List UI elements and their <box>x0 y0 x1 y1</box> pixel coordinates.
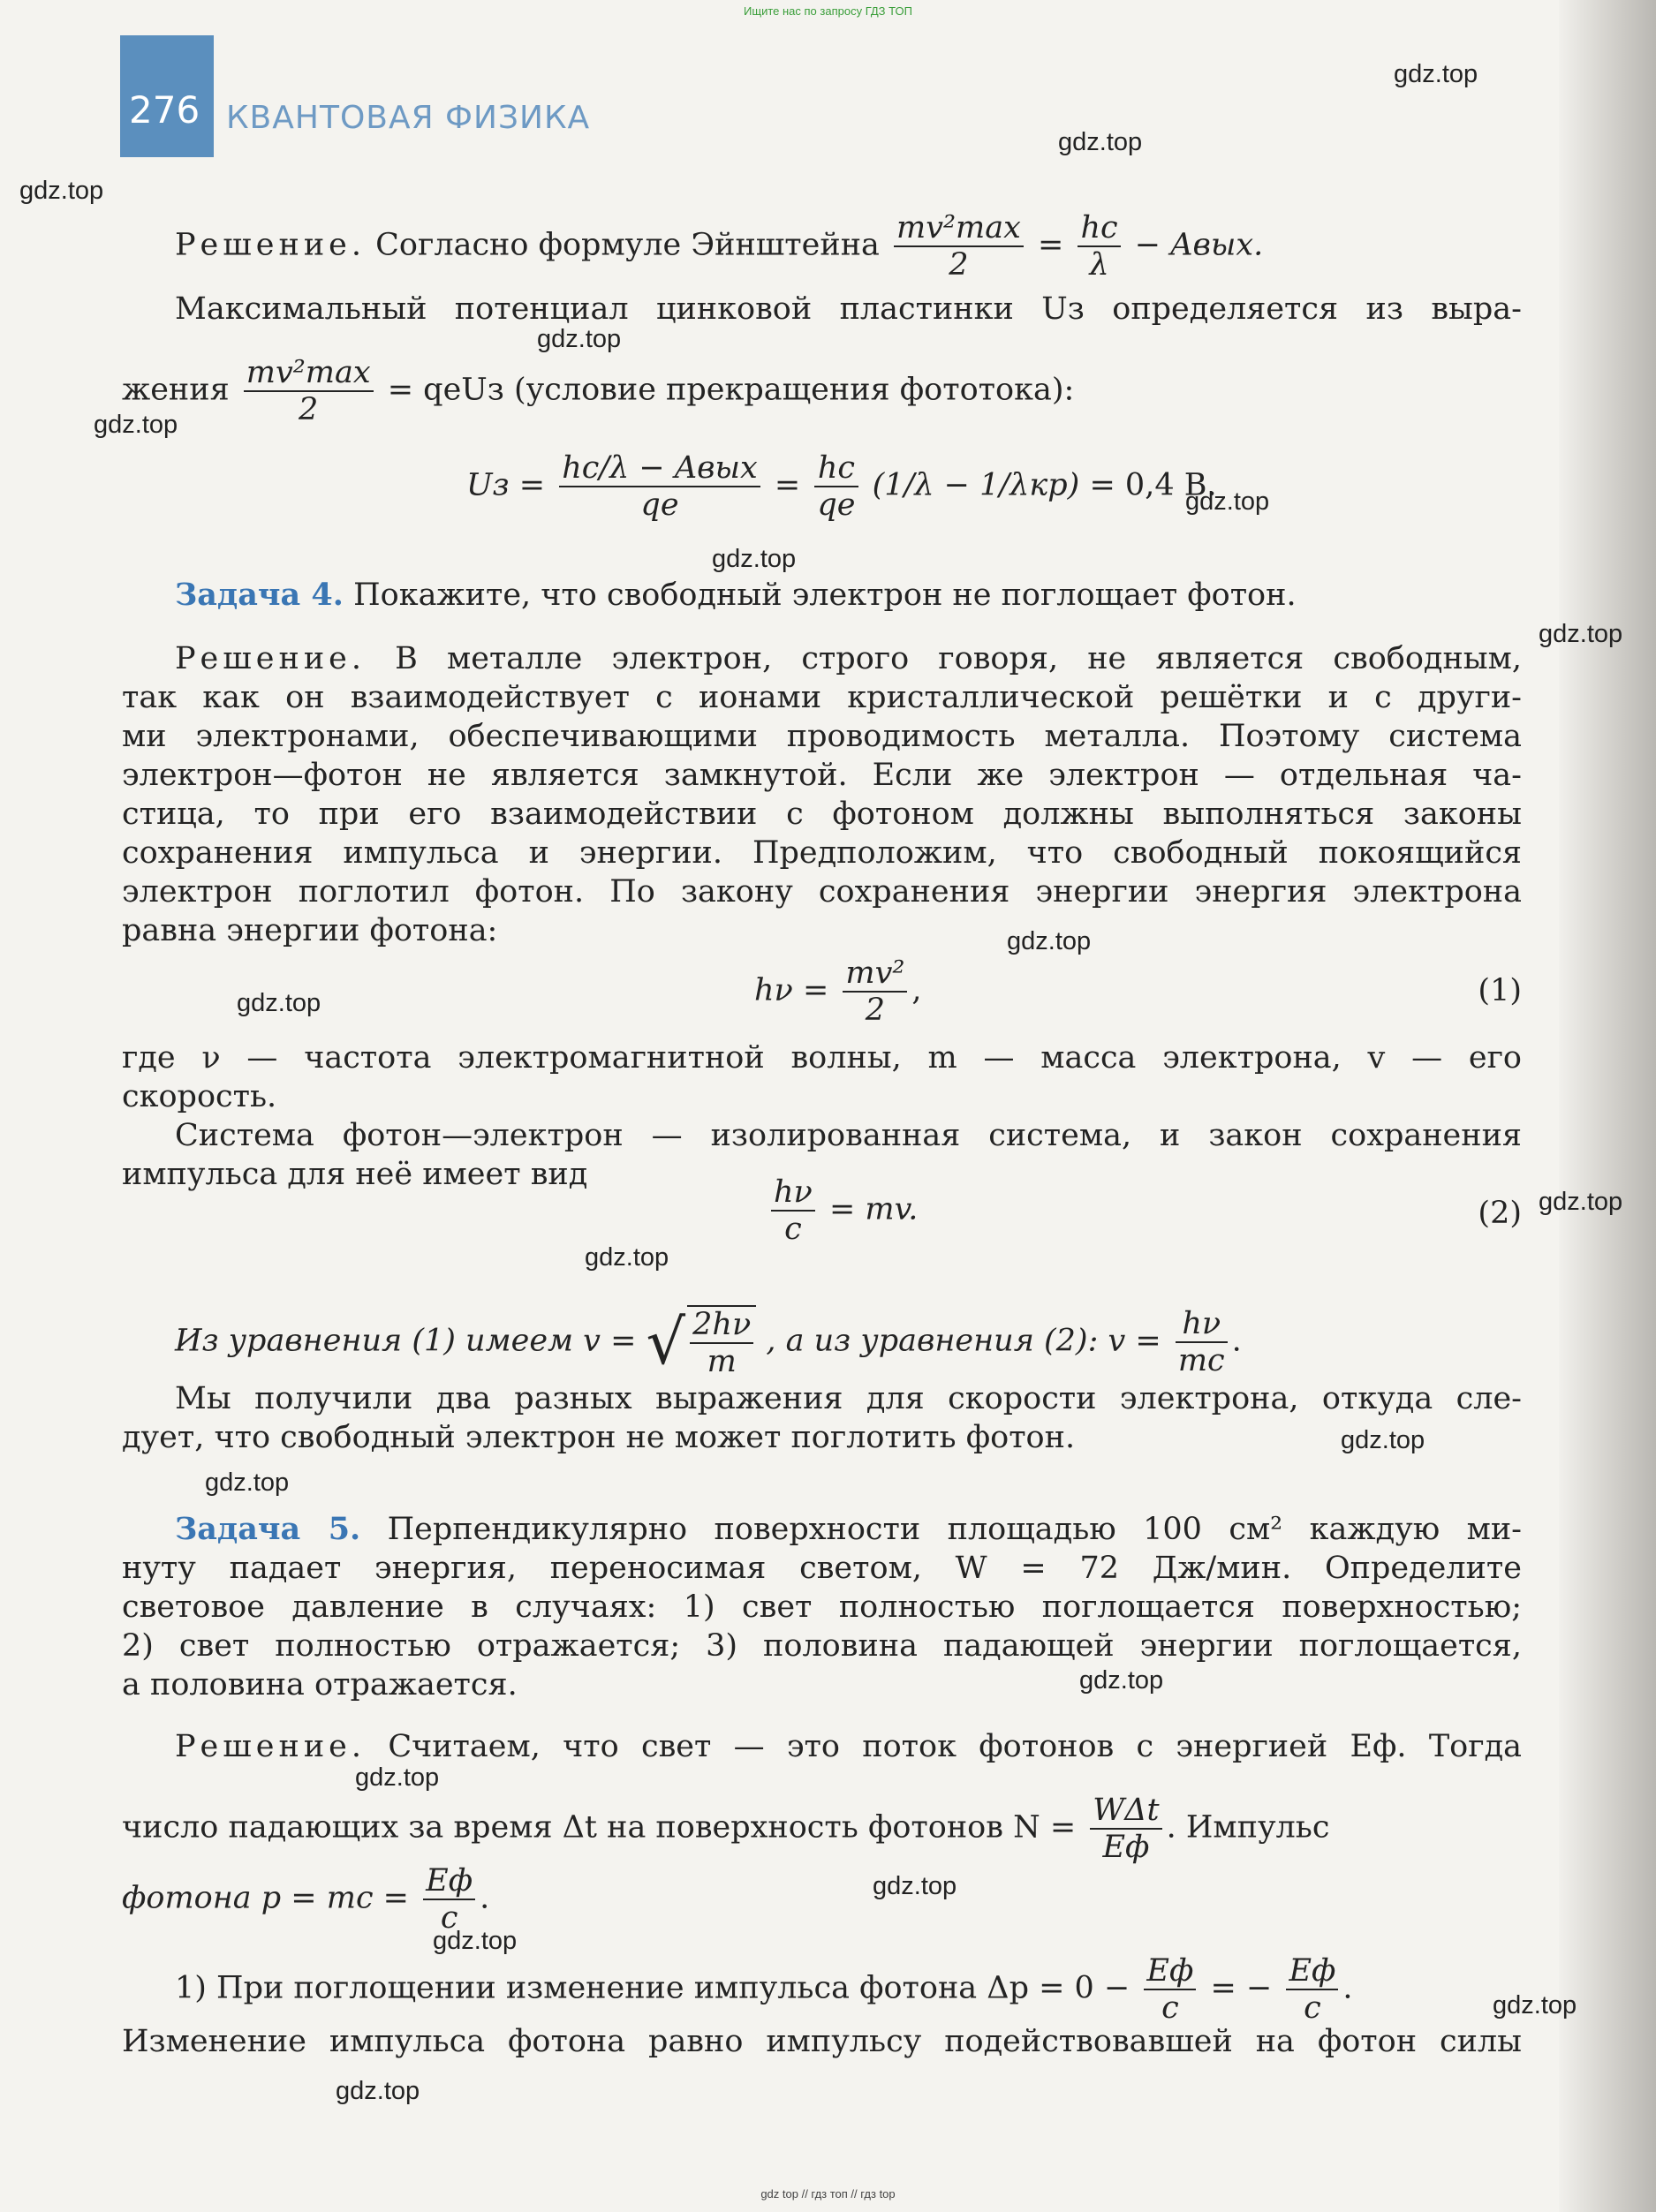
text-fragment: Считаем, что свет — это поток фотонов с энергией Eф. Тогда <box>388 1729 1522 1764</box>
fraction-denominator: c <box>784 1212 802 1247</box>
solution-label: Решение. <box>175 1729 367 1764</box>
text-line <box>175 210 1263 283</box>
text-line: 2) свет полностью отражается; 3) половина падающей энергии поглощается, <box>122 1628 1522 1664</box>
text-line: Мы получили два разных выражения для скорости электрона, откуда сле- <box>175 1381 1522 1416</box>
watermark: gdz.top <box>537 325 622 353</box>
watermark: gdz.top <box>19 177 104 205</box>
fraction <box>423 1863 475 1936</box>
fraction-denominator: mc <box>1177 1343 1225 1378</box>
task-line <box>175 1510 1522 1549</box>
fraction <box>690 1307 753 1379</box>
text-line <box>175 1727 1522 1766</box>
watermark: gdz.top <box>1185 487 1270 516</box>
fraction-numerator: Eф <box>1286 1953 1338 1990</box>
equation-line <box>466 450 1217 523</box>
fraction <box>894 210 1024 283</box>
fraction-denominator: 2 <box>949 247 969 283</box>
watermark: gdz.top <box>237 989 321 1017</box>
fraction-denominator: c <box>1161 1990 1179 2026</box>
fraction <box>244 355 374 427</box>
watermark: gdz.top <box>1539 620 1623 648</box>
top-search-note: Ищите нас по запросу ГДЗ ТОП <box>744 4 912 18</box>
sqrt-sign: √ <box>646 1306 686 1378</box>
fraction-denominator: λ <box>1089 247 1109 283</box>
fraction-denominator: 2 <box>299 392 319 427</box>
fraction-numerator: 2hν <box>690 1307 753 1344</box>
text-line <box>122 1793 1329 1865</box>
fraction-numerator: Eф <box>1144 1953 1196 1990</box>
text-fragment: жения <box>122 372 230 408</box>
paper-edge-shadow <box>1559 0 1656 2212</box>
fraction <box>1286 1953 1338 2026</box>
equation-number: (2) <box>1478 1196 1522 1231</box>
fraction <box>1144 1953 1196 2026</box>
watermark: gdz.top <box>585 1243 669 1272</box>
section-title: КВАНТОВАЯ ФИЗИКА <box>226 100 591 136</box>
text-line: Максимальный потенциал цинковой пластинки Uз определяется из выра- <box>175 291 1522 327</box>
text-line: сохранения импульса и энергии. Предположим, что свободный покоящийся <box>122 835 1522 871</box>
watermark: gdz.top <box>1007 927 1092 955</box>
task-5-label: Задача 5. <box>175 1511 361 1547</box>
text-fragment: = 0,4 В. <box>1089 467 1217 503</box>
text-fragment: . <box>480 1880 490 1916</box>
task-line <box>175 576 1297 615</box>
fraction-denominator: c <box>440 1900 458 1936</box>
text-line: электрон поглотил фотон. По закону сохранения энергии энергия электрона <box>122 874 1522 910</box>
text-line: Изменение импульса фотона равно импульсу подействовавшей на фотон силы <box>122 2024 1522 2059</box>
sqrt-radicand <box>687 1305 756 1379</box>
watermark: gdz.top <box>712 545 797 573</box>
fraction-numerator: mv²max <box>894 210 1024 247</box>
text-fragment: hν = <box>754 972 829 1008</box>
text-line: где ν — частота электромагнитной волны, m — масса электрона, v — его <box>122 1040 1522 1076</box>
text-line: электрон—фотон не является замкнутой. Если же электрон — отдельная ча- <box>122 758 1522 793</box>
text-fragment: В металле электрон, строго говоря, не является свободным, <box>395 641 1522 676</box>
fraction-numerator: hc <box>814 450 858 487</box>
text-line: Система фотон—электрон — изолированная система, и закон сохранения <box>175 1118 1522 1153</box>
fraction-denominator: Eф <box>1102 1830 1150 1865</box>
text-line <box>122 1863 489 1936</box>
bottom-note: gdz top // гдз топ // гдз top <box>760 2187 896 2201</box>
watermark: gdz.top <box>1341 1426 1425 1454</box>
text-fragment: , <box>911 972 922 1008</box>
text-fragment: , а из уравнения (2): v = <box>766 1323 1161 1359</box>
equation-1 <box>754 955 922 1028</box>
text-fragment: = <box>1037 227 1064 263</box>
watermark: gdz.top <box>1539 1188 1623 1216</box>
fraction <box>1176 1306 1228 1378</box>
fraction-numerator: WΔt <box>1090 1793 1161 1830</box>
fraction <box>1078 210 1120 283</box>
text-fragment: (1/λ − 1/λкр) <box>872 467 1080 503</box>
text-line <box>122 355 1074 427</box>
text-fragment: импульса для неё имеет вид <box>122 1157 588 1192</box>
watermark: gdz.top <box>1079 1666 1164 1695</box>
text-line <box>175 639 1522 678</box>
watermark: gdz.top <box>1058 128 1143 156</box>
text-fragment: . Импульс <box>1166 1809 1330 1846</box>
watermark: gdz.top <box>433 1927 518 1955</box>
fraction-numerator: hν <box>1176 1306 1228 1343</box>
text-fragment: Перпендикулярно поверхности площадью 100 см² каждую ми- <box>387 1512 1522 1547</box>
text-fragment: Согласно формуле Эйнштейна <box>375 227 880 263</box>
text-line: ми электронами, обеспечивающими проводимость металла. Поэтому система <box>122 719 1522 754</box>
fraction-numerator: hν <box>771 1174 815 1212</box>
text-line: нуту падает энергия, переносимая светом, W = 72 Дж/мин. Определите <box>122 1551 1522 1586</box>
text-fragment: Из уравнения (1) имеем v = <box>175 1323 637 1359</box>
text-line <box>175 1305 1242 1379</box>
solution-label: Решение. <box>175 227 367 263</box>
text-line: равна энергии фотона: <box>122 913 498 948</box>
text-fragment: число падающих за время Δt на поверхность фотонов N = <box>122 1809 1077 1846</box>
fraction-denominator: c <box>1304 1990 1321 2026</box>
fraction-numerator: hc <box>1078 210 1120 247</box>
text-line <box>175 1953 1353 2026</box>
equation-2 <box>767 1174 918 1247</box>
text-fragment: = − <box>1210 1970 1273 2006</box>
text-fragment: − Aвых. <box>1134 227 1264 263</box>
fraction-numerator: Eф <box>423 1863 475 1900</box>
fraction-numerator: mv² <box>843 955 907 993</box>
fraction <box>559 450 760 523</box>
fraction <box>814 450 858 523</box>
fraction-numerator: hc/λ − Aвых <box>559 450 760 487</box>
text-fragment: = <box>774 467 801 503</box>
text-fragment: = mv. <box>828 1191 919 1227</box>
fraction-denominator: 2 <box>865 993 886 1028</box>
text-fragment: = qeUз (условие прекращения фототока): <box>387 372 1075 408</box>
text-line <box>122 1155 1522 1247</box>
text-fragment: Покажите, что свободный электрон не поглощает фотон. <box>353 578 1297 613</box>
watermark: gdz.top <box>205 1468 290 1497</box>
watermark: gdz.top <box>1493 1991 1577 2019</box>
watermark: gdz.top <box>336 2077 420 2105</box>
page-number: 276 <box>129 88 200 132</box>
watermark: gdz.top <box>355 1763 440 1792</box>
task-4-label: Задача 4. <box>175 577 344 613</box>
watermark: gdz.top <box>1394 60 1478 88</box>
equation-number: (1) <box>1478 973 1522 1008</box>
text-fragment: 1) При поглощении изменение импульса фотона Δp = 0 − <box>175 1970 1130 2006</box>
text-line: стица, то при его взаимодействии с фотоном должны выполняться законы <box>122 796 1522 832</box>
text-fragment: фотона p = mc = <box>122 1880 409 1916</box>
text-fragment: . <box>1231 1323 1242 1359</box>
watermark: gdz.top <box>94 411 178 439</box>
text-line: скорость. <box>122 1079 277 1114</box>
fraction-denominator: qe <box>640 487 679 523</box>
text-line: а половина отражается. <box>122 1667 518 1702</box>
fraction-denominator: qe <box>817 487 856 523</box>
text-fragment: Uз = <box>466 467 546 503</box>
fraction <box>771 1174 815 1247</box>
text-line: так как он взаимодействует с ионами кристаллической решётки и с други- <box>122 680 1522 715</box>
text-line: дует, что свободный электрон не может поглотить фотон. <box>122 1420 1076 1455</box>
text-fragment: . <box>1342 1970 1353 2006</box>
fraction <box>843 955 907 1028</box>
fraction <box>1090 1793 1161 1865</box>
watermark: gdz.top <box>873 1872 957 1900</box>
fraction-numerator: mv²max <box>244 355 374 392</box>
text-line: световое давление в случаях: 1) свет полностью поглощается поверхностью; <box>122 1589 1522 1625</box>
solution-label: Решение. <box>175 641 367 676</box>
fraction-denominator: m <box>707 1344 737 1379</box>
